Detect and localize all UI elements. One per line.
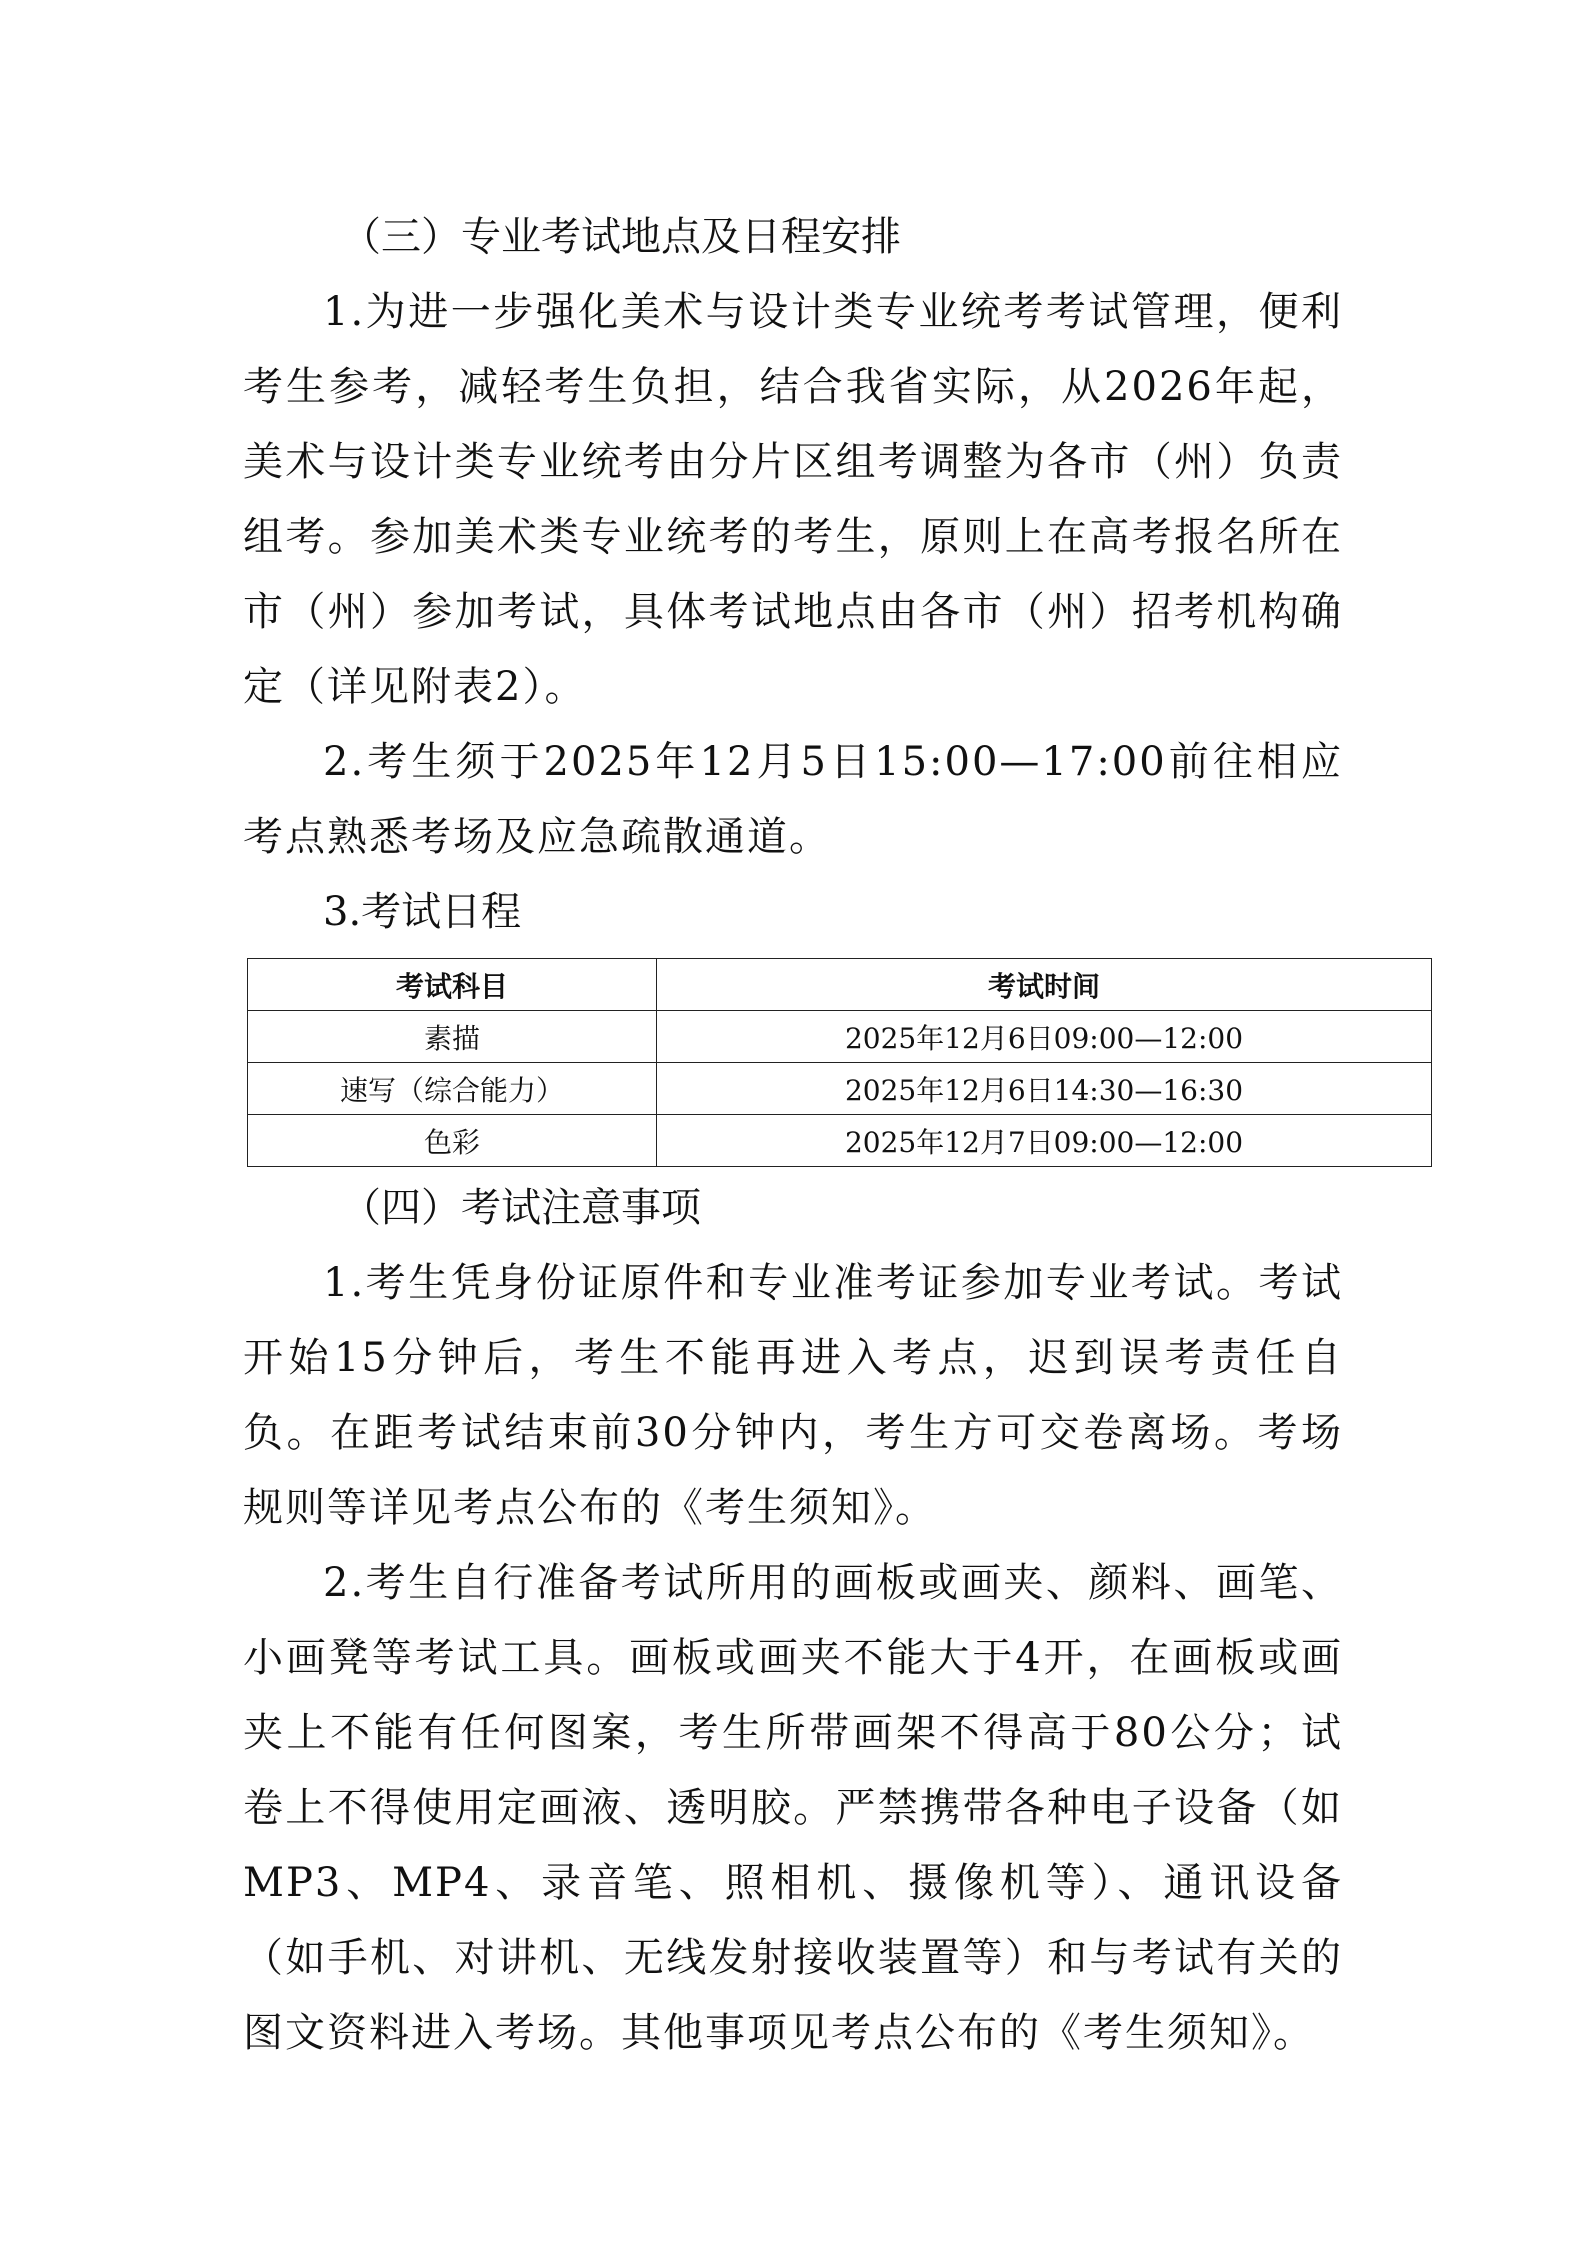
table-row <box>248 1011 1432 1063</box>
document-body <box>243 200 1343 2071</box>
table-cell-subject: 素描 <box>248 1011 657 1063</box>
table-cell-subject: 速写（综合能力） <box>248 1063 657 1115</box>
section-3-heading: （三）专业考试地点及日程安排 <box>341 214 901 260</box>
table-row <box>248 1115 1432 1167</box>
section-4-paragraph-1: 1.考生凭身份证原件和专业准考证参加专业考试。考试开始15分钟后，考生不能再进入考点，迟到误考责任自负。在距考试结束前30分钟内，考生方可交卷离场。考场规则等详见考点公布的《考生须知》。 <box>243 1260 1343 1531</box>
table-cell-time: 2025年12月6日09:00—12:00 <box>657 1011 1432 1063</box>
table-header-time: 考试时间 <box>657 959 1432 1011</box>
table-header-row <box>248 959 1432 1011</box>
table-cell-time: 2025年12月7日09:00—12:00 <box>657 1115 1432 1167</box>
table-header-subject: 考试科目 <box>248 959 657 1011</box>
table-cell-time: 2025年12月6日14:30—16:30 <box>657 1063 1432 1115</box>
section-3-paragraph-2: 2.考生须于2025年12月5日15:00—17:00前往相应考点熟悉考场及应急疏散通道。 <box>243 739 1343 860</box>
section-3-paragraph-1: 1.为进一步强化美术与设计类专业统考考试管理，便利考生参考，减轻考生负担，结合我省实际，从2026年起，美术与设计类专业统考由分片区组考调整为各市（州）负责组考。参加美术类专业统考的考生，原则上在高考报名所在市（州）参加考试，具体考试地点由各市（州）招考机构确定（详见附表2）。 <box>243 289 1343 710</box>
schedule-title: 3.考试日程 <box>323 889 522 935</box>
table-row <box>248 1063 1432 1115</box>
section-4-paragraph-2: 2.考生自行准备考试所用的画板或画夹、颜料、画笔、小画凳等考试工具。画板或画夹不能大于4开，在画板或画夹上不能有任何图案，考生所带画架不得高于80公分；试卷上不得使用定画液、透明胶。严禁携带各种电子设备（如MP3、MP4、录音笔、照相机、摄像机等）、通讯设备（如手机、对讲机、无线发射接收装置等）和与考试有关的图文资料进入考场。其他事项见考点公布的《考生须知》。 <box>243 1560 1343 2056</box>
section-4-heading: （四）考试注意事项 <box>341 1185 701 1231</box>
exam-schedule-table <box>247 958 1432 1167</box>
table-cell-subject: 色彩 <box>248 1115 657 1167</box>
